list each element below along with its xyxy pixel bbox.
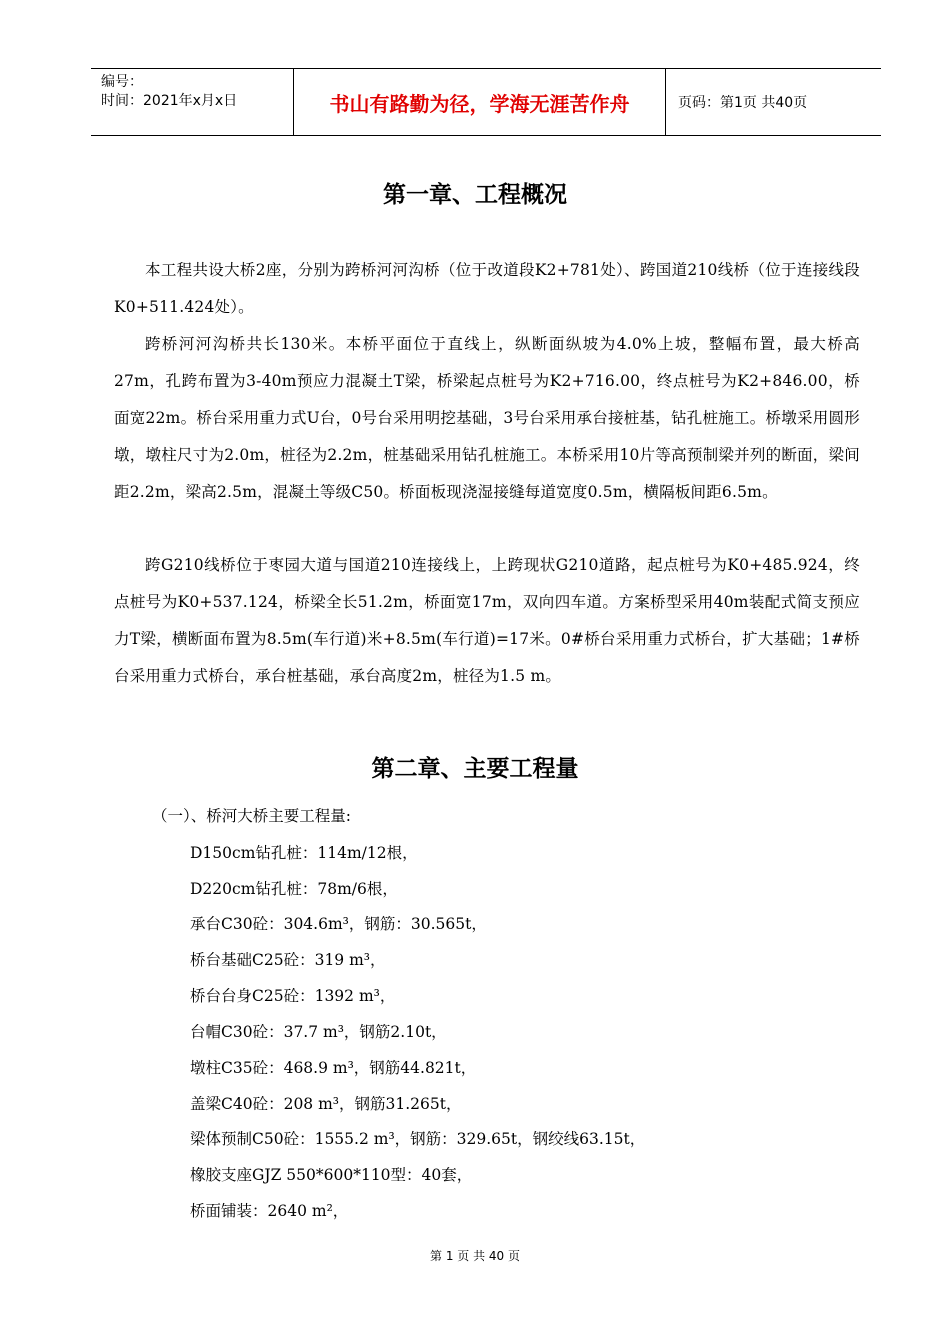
quantity-item: 梁体预制C50砼：1555.2 m³，钢筋：329.65t，钢绞线63.15t， — [190, 1130, 646, 1148]
page-footer: 第 1 页 共 40 页 — [430, 1249, 520, 1263]
header-meta — [91, 69, 293, 135]
header-motto: 书山有路勤为径，学海无涯苦作舟 — [329, 91, 630, 116]
chapter2-subtitle: （一）、桥河大桥主要工程量: — [152, 807, 351, 825]
quantity-item: 桥面铺装：2640 m²， — [190, 1202, 349, 1220]
chapter1-paragraph: 跨桥河河沟桥共长130米。本桥平面位于直线上，纵断面纵坡为4.0%上坡，整幅布置，最大桥高27m，孔跨布置为3-40m预应力混凝土T梁，桥梁起点桩号为K2+716.00，终点桩号为K2+846.00，桥面宽22m。桥台采用重力式U台，0号台采用明挖基础，3号台采用承台接桩基，钻孔桩施工。桥墩采用圆形墩，墩柱尺寸为2.0m，桩径为2.2m，桩基础采用钻孔桩施工。本桥采用10片等高预制梁并列的断面，梁间距2.2m，梁高2.5m，混凝土等级C50。桥面板现浇湿接缝每道宽度0.5m，横隔板间距6.5m。 — [114, 335, 860, 501]
header-page-label: 页码：第1页 共40页 — [678, 95, 808, 111]
quantity-item: 桥台基础C25砼：319 m³， — [190, 951, 386, 969]
header-motto-cell — [293, 69, 666, 135]
quantity-item: 桥台台身C25砼：1392 m³， — [190, 987, 396, 1005]
chapter2-title: 第二章、主要工程量 — [371, 756, 579, 782]
chapter1-paragraph: 本工程共设大桥2座，分别为跨桥河河沟桥（位于改道段K2+781处）、跨国道210线桥（位于连接线段K0+511.424处）。 — [114, 261, 860, 316]
document-time-label: 时间：2021年x月x日 — [101, 93, 238, 109]
chapter1-paragraph: 跨G210线桥位于枣园大道与国道210连接线上，上跨现状G210道路，起点桩号为K0+485.924，终点桩号为K0+537.124，桥梁全长51.2m，桥面宽17m，双向四车道。方案桥型采用40m装配式简支预应力T梁，横断面布置为8.5m(车行道)米+8.5m(车行道)=17米。0#桥台采用重力式桥台，扩大基础；1#桥台采用重力式桥台，承台桩基础，承台高度2m，桩径为1.5 m。 — [114, 556, 860, 685]
quantity-item: 盖梁C40砼：208 m³，钢筋31.265t， — [190, 1095, 462, 1113]
quantity-item: D150cm钻孔桩：114m/12根， — [190, 844, 418, 862]
header-page-cell — [666, 69, 881, 135]
quantity-item: D220cm钻孔桩：78m/6根， — [190, 880, 398, 898]
quantity-item: 承台C30砼：304.6m³，钢筋：30.565t， — [190, 915, 487, 933]
quantity-item: 橡胶支座GJZ 550*600*110型：40套， — [190, 1166, 473, 1184]
document-number-label: 编号： — [101, 74, 143, 90]
chapter1-title: 第一章、工程概况 — [383, 182, 567, 208]
quantity-item: 台帽C30砼：37.7 m³，钢筋2.10t， — [190, 1023, 447, 1041]
quantity-item: 墩柱C35砼：468.9 m³，钢筋44.821t， — [190, 1059, 477, 1077]
page-header — [91, 68, 881, 136]
